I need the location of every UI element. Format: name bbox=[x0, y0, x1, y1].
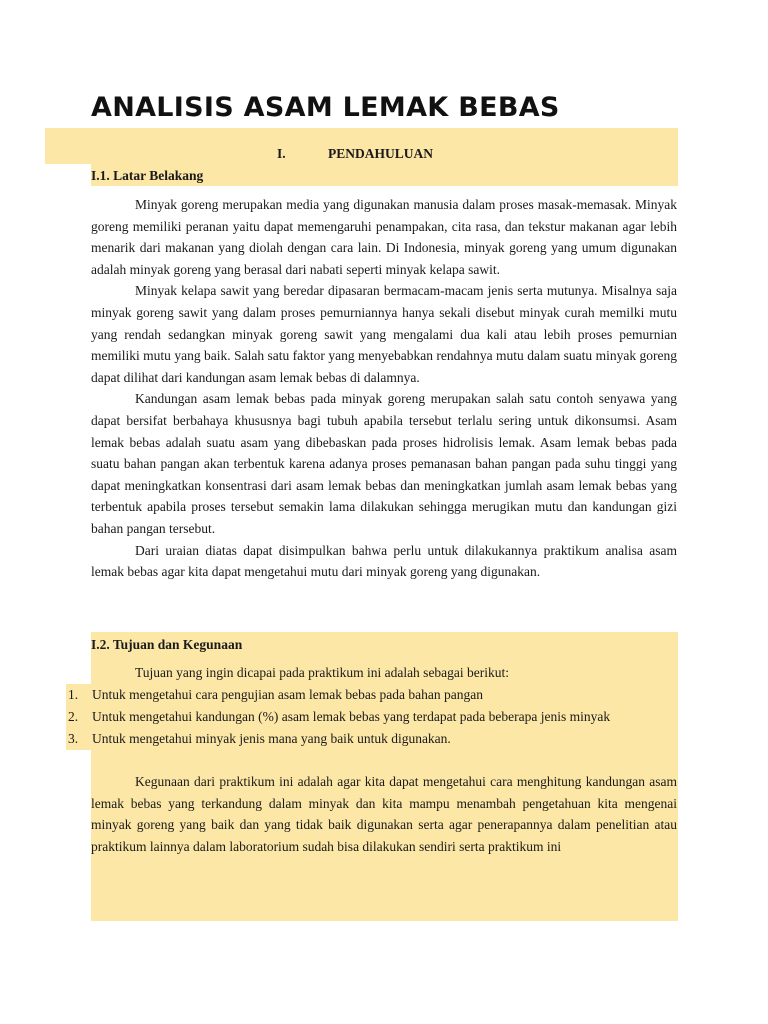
objectives-intro: Tujuan yang ingin dicapai pada praktikum ini adalah sebagai berikut: bbox=[135, 665, 510, 680]
list-number: 1. bbox=[68, 687, 79, 702]
list-number: 3. bbox=[68, 731, 79, 746]
list-text: Untuk mengetahui cara pengujian asam lemak bebas pada bahan pangan bbox=[92, 687, 483, 702]
list-text: Untuk mengetahui kandungan (%) asam lemak bebas yang terdapat pada beberapa jenis minyak bbox=[92, 709, 611, 724]
paragraph: Kegunaan dari praktikum ini adalah agar kita dapat mengetahui cara menghitung kandungan asam lemak bebas yang terkandung dalam minyak dan kita mampu menambah pengetahuan kita mengenai minyak goreng yang baik dan yang tidak baik digunakan serta agar penerapannya dalam penelitian atau praktikum lainnya dalam laboratorium sudah bisa dilakukan sendiri serta praktikum ini bbox=[91, 774, 677, 854]
list-item bbox=[0, 730, 768, 752]
section-heading-tujuan: I.2. Tujuan dan Kegunaan bbox=[91, 637, 243, 652]
section-body-kegunaan bbox=[91, 771, 677, 857]
list-item bbox=[0, 708, 768, 730]
document-title: ANALISIS ASAM LEMAK BEBAS bbox=[91, 92, 560, 123]
section-body-latar-belakang bbox=[91, 194, 677, 583]
list-item bbox=[0, 686, 768, 708]
chapter-number: I. bbox=[277, 146, 286, 161]
paragraph: Kandungan asam lemak bebas pada minyak goreng merupakan salah satu contoh senyawa yang dapat bersifat berbahaya khususnya bagi tubuh apabila tersebut terlalu sering untuk dikonsumsi. Asam lemak bebas adalah suatu asam yang dibebaskan pada proses hidrolisis lemak. Asam lemak bebas pada suatu bahan pangan akan terbentuk karena adanya proses pemanasan bahan pangan pada suhu tinggi yang dapat meningkatkan konsentrasi dari asam lemak bebas dan meningkatkan jumlah asam lemak bebas yang terbentuk apabila proses tersebut semakin lama dilakukan sehingga merugikan mutu dan kandungan gizi bahan pangan tersebut. bbox=[91, 391, 677, 536]
list-text: Untuk mengetahui minyak jenis mana yang baik untuk digunakan. bbox=[92, 731, 451, 746]
section-heading-latar-belakang: I.1. Latar Belakang bbox=[91, 168, 204, 183]
chapter-name: PENDAHULUAN bbox=[328, 146, 434, 161]
paragraph: Minyak kelapa sawit yang beredar dipasaran bermacam-macam jenis serta mutunya. Misalnya saja minyak goreng sawit yang dalam proses pemurniannya hanya sekali disebut minyak curah memilki mutu yang rendah sedangkan minyak goreng sawit yang mengalami dua kali atau lebih proses pemurnian memiliki mutu yang baik. Salah satu faktor yang menyebabkan rendahnya mutu dalam suatu minyak goreng dapat dilihat dari kandungan asam lemak bebas di dalamnya. bbox=[91, 283, 677, 385]
objectives-list bbox=[0, 686, 768, 752]
list-number: 2. bbox=[68, 709, 79, 724]
paragraph: Minyak goreng merupakan media yang digunakan manusia dalam proses masak-memasak. Minyak goreng memiliki peranan yaitu dapat memengaruhi penampakan, cita rasa, dan tekstur makanan agar lebih menarik dari makanan yang diolah dengan cara lain. Di Indonesia, minyak goreng yang umum digunakan adalah minyak goreng yang berasal dari nabati seperti minyak kelapa sawit. bbox=[91, 197, 677, 277]
paragraph: Dari uraian diatas dapat disimpulkan bahwa perlu untuk dilakukannya praktikum analisa asam lemak bebas agar kita dapat mengetahui mutu dari minyak goreng yang digunakan. bbox=[91, 542, 677, 580]
